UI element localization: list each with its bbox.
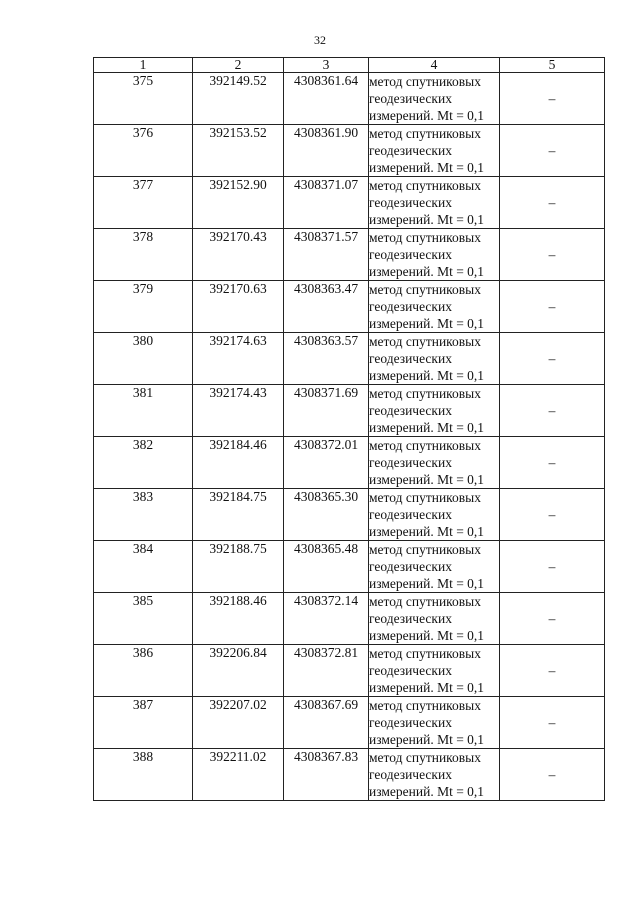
- method-cell: [369, 177, 500, 229]
- method-cell: [369, 437, 500, 489]
- method-line: геодезических: [369, 351, 452, 366]
- method-line: метод спутниковых: [369, 490, 481, 505]
- point-number-cell: 387: [94, 697, 193, 749]
- x-coordinate-cell: 392153.52: [193, 125, 284, 177]
- method-cell: [369, 333, 500, 385]
- method-line: метод спутниковых: [369, 74, 481, 89]
- method-line: измерений. Mt = 0,1: [369, 108, 485, 123]
- table-row: [94, 281, 605, 333]
- note-cell: –: [500, 541, 605, 593]
- note-cell: –: [500, 177, 605, 229]
- method-line: измерений. Mt = 0,1: [369, 160, 485, 175]
- coordinates-table: [93, 57, 605, 801]
- method-line: геодезических: [369, 247, 452, 262]
- x-coordinate-cell: 392211.02: [193, 749, 284, 801]
- point-number-cell: 388: [94, 749, 193, 801]
- header-row: [94, 58, 605, 73]
- point-number-cell: 381: [94, 385, 193, 437]
- note-cell: –: [500, 281, 605, 333]
- x-coordinate-cell: 392206.84: [193, 645, 284, 697]
- method-line: геодезических: [369, 663, 452, 678]
- note-cell: –: [500, 593, 605, 645]
- point-number-cell: 379: [94, 281, 193, 333]
- point-number-cell: 384: [94, 541, 193, 593]
- y-coordinate-cell: 4308372.14: [284, 593, 369, 645]
- note-cell: –: [500, 749, 605, 801]
- method-cell: [369, 489, 500, 541]
- table-row: [94, 229, 605, 281]
- y-coordinate-cell: 4308367.69: [284, 697, 369, 749]
- method-line: измерений. Mt = 0,1: [369, 732, 485, 747]
- x-coordinate-cell: 392188.75: [193, 541, 284, 593]
- method-line: измерений. Mt = 0,1: [369, 784, 485, 799]
- column-header: 4: [369, 58, 500, 73]
- method-line: метод спутниковых: [369, 594, 481, 609]
- y-coordinate-cell: 4308365.48: [284, 541, 369, 593]
- method-line: геодезических: [369, 715, 452, 730]
- note-cell: –: [500, 437, 605, 489]
- note-cell: –: [500, 229, 605, 281]
- table-row: [94, 593, 605, 645]
- point-number-cell: 386: [94, 645, 193, 697]
- method-cell: [369, 697, 500, 749]
- method-line: метод спутниковых: [369, 698, 481, 713]
- y-coordinate-cell: 4308371.07: [284, 177, 369, 229]
- column-header: 1: [94, 58, 193, 73]
- y-coordinate-cell: 4308371.69: [284, 385, 369, 437]
- y-coordinate-cell: 4308363.57: [284, 333, 369, 385]
- table-row: [94, 541, 605, 593]
- x-coordinate-cell: 392184.75: [193, 489, 284, 541]
- y-coordinate-cell: 4308372.01: [284, 437, 369, 489]
- table-row: [94, 73, 605, 125]
- method-line: геодезических: [369, 403, 452, 418]
- method-cell: [369, 73, 500, 125]
- point-number-cell: 377: [94, 177, 193, 229]
- method-line: измерений. Mt = 0,1: [369, 576, 485, 591]
- method-line: метод спутниковых: [369, 386, 481, 401]
- method-cell: [369, 749, 500, 801]
- method-line: измерений. Mt = 0,1: [369, 472, 485, 487]
- method-line: геодезических: [369, 767, 452, 782]
- point-number-cell: 383: [94, 489, 193, 541]
- point-number-cell: 376: [94, 125, 193, 177]
- method-line: геодезических: [369, 507, 452, 522]
- x-coordinate-cell: 392188.46: [193, 593, 284, 645]
- method-line: метод спутниковых: [369, 178, 481, 193]
- point-number-cell: 378: [94, 229, 193, 281]
- method-line: метод спутниковых: [369, 334, 481, 349]
- method-line: геодезических: [369, 611, 452, 626]
- y-coordinate-cell: 4308361.90: [284, 125, 369, 177]
- method-line: геодезических: [369, 195, 452, 210]
- y-coordinate-cell: 4308361.64: [284, 73, 369, 125]
- method-line: геодезических: [369, 91, 452, 106]
- page-number: 32: [314, 33, 326, 47]
- x-coordinate-cell: 392174.43: [193, 385, 284, 437]
- table-row: [94, 385, 605, 437]
- method-cell: [369, 125, 500, 177]
- note-cell: –: [500, 73, 605, 125]
- method-cell: [369, 593, 500, 645]
- y-coordinate-cell: 4308372.81: [284, 645, 369, 697]
- method-line: измерений. Mt = 0,1: [369, 524, 485, 539]
- point-number-cell: 380: [94, 333, 193, 385]
- column-header: 3: [284, 58, 369, 73]
- method-line: измерений. Mt = 0,1: [369, 264, 485, 279]
- table-row: [94, 437, 605, 489]
- column-header: 2: [193, 58, 284, 73]
- method-cell: [369, 645, 500, 697]
- table-row: [94, 177, 605, 229]
- x-coordinate-cell: 392174.63: [193, 333, 284, 385]
- method-line: геодезических: [369, 143, 452, 158]
- table-row: [94, 749, 605, 801]
- method-line: геодезических: [369, 455, 452, 470]
- x-coordinate-cell: 392149.52: [193, 73, 284, 125]
- note-cell: –: [500, 489, 605, 541]
- method-line: измерений. Mt = 0,1: [369, 368, 485, 383]
- method-line: метод спутниковых: [369, 230, 481, 245]
- table-row: [94, 489, 605, 541]
- method-line: измерений. Mt = 0,1: [369, 212, 485, 227]
- method-line: метод спутниковых: [369, 646, 481, 661]
- x-coordinate-cell: 392170.63: [193, 281, 284, 333]
- x-coordinate-cell: 392170.43: [193, 229, 284, 281]
- method-line: метод спутниковых: [369, 126, 481, 141]
- note-cell: –: [500, 125, 605, 177]
- y-coordinate-cell: 4308363.47: [284, 281, 369, 333]
- method-line: измерений. Mt = 0,1: [369, 316, 485, 331]
- x-coordinate-cell: 392152.90: [193, 177, 284, 229]
- note-cell: –: [500, 645, 605, 697]
- note-cell: –: [500, 333, 605, 385]
- y-coordinate-cell: 4308371.57: [284, 229, 369, 281]
- table-row: [94, 645, 605, 697]
- method-line: геодезических: [369, 299, 452, 314]
- method-cell: [369, 385, 500, 437]
- table-row: [94, 333, 605, 385]
- method-line: измерений. Mt = 0,1: [369, 420, 485, 435]
- x-coordinate-cell: 392207.02: [193, 697, 284, 749]
- column-header: 5: [500, 58, 605, 73]
- y-coordinate-cell: 4308367.83: [284, 749, 369, 801]
- table-row: [94, 125, 605, 177]
- note-cell: –: [500, 697, 605, 749]
- method-line: метод спутниковых: [369, 282, 481, 297]
- method-line: измерений. Mt = 0,1: [369, 628, 485, 643]
- method-cell: [369, 541, 500, 593]
- method-cell: [369, 229, 500, 281]
- method-line: измерений. Mt = 0,1: [369, 680, 485, 695]
- y-coordinate-cell: 4308365.30: [284, 489, 369, 541]
- method-line: геодезических: [369, 559, 452, 574]
- method-line: метод спутниковых: [369, 750, 481, 765]
- method-line: метод спутниковых: [369, 542, 481, 557]
- method-cell: [369, 281, 500, 333]
- x-coordinate-cell: 392184.46: [193, 437, 284, 489]
- point-number-cell: 375: [94, 73, 193, 125]
- point-number-cell: 382: [94, 437, 193, 489]
- point-number-cell: 385: [94, 593, 193, 645]
- table-row: [94, 697, 605, 749]
- method-line: метод спутниковых: [369, 438, 481, 453]
- note-cell: –: [500, 385, 605, 437]
